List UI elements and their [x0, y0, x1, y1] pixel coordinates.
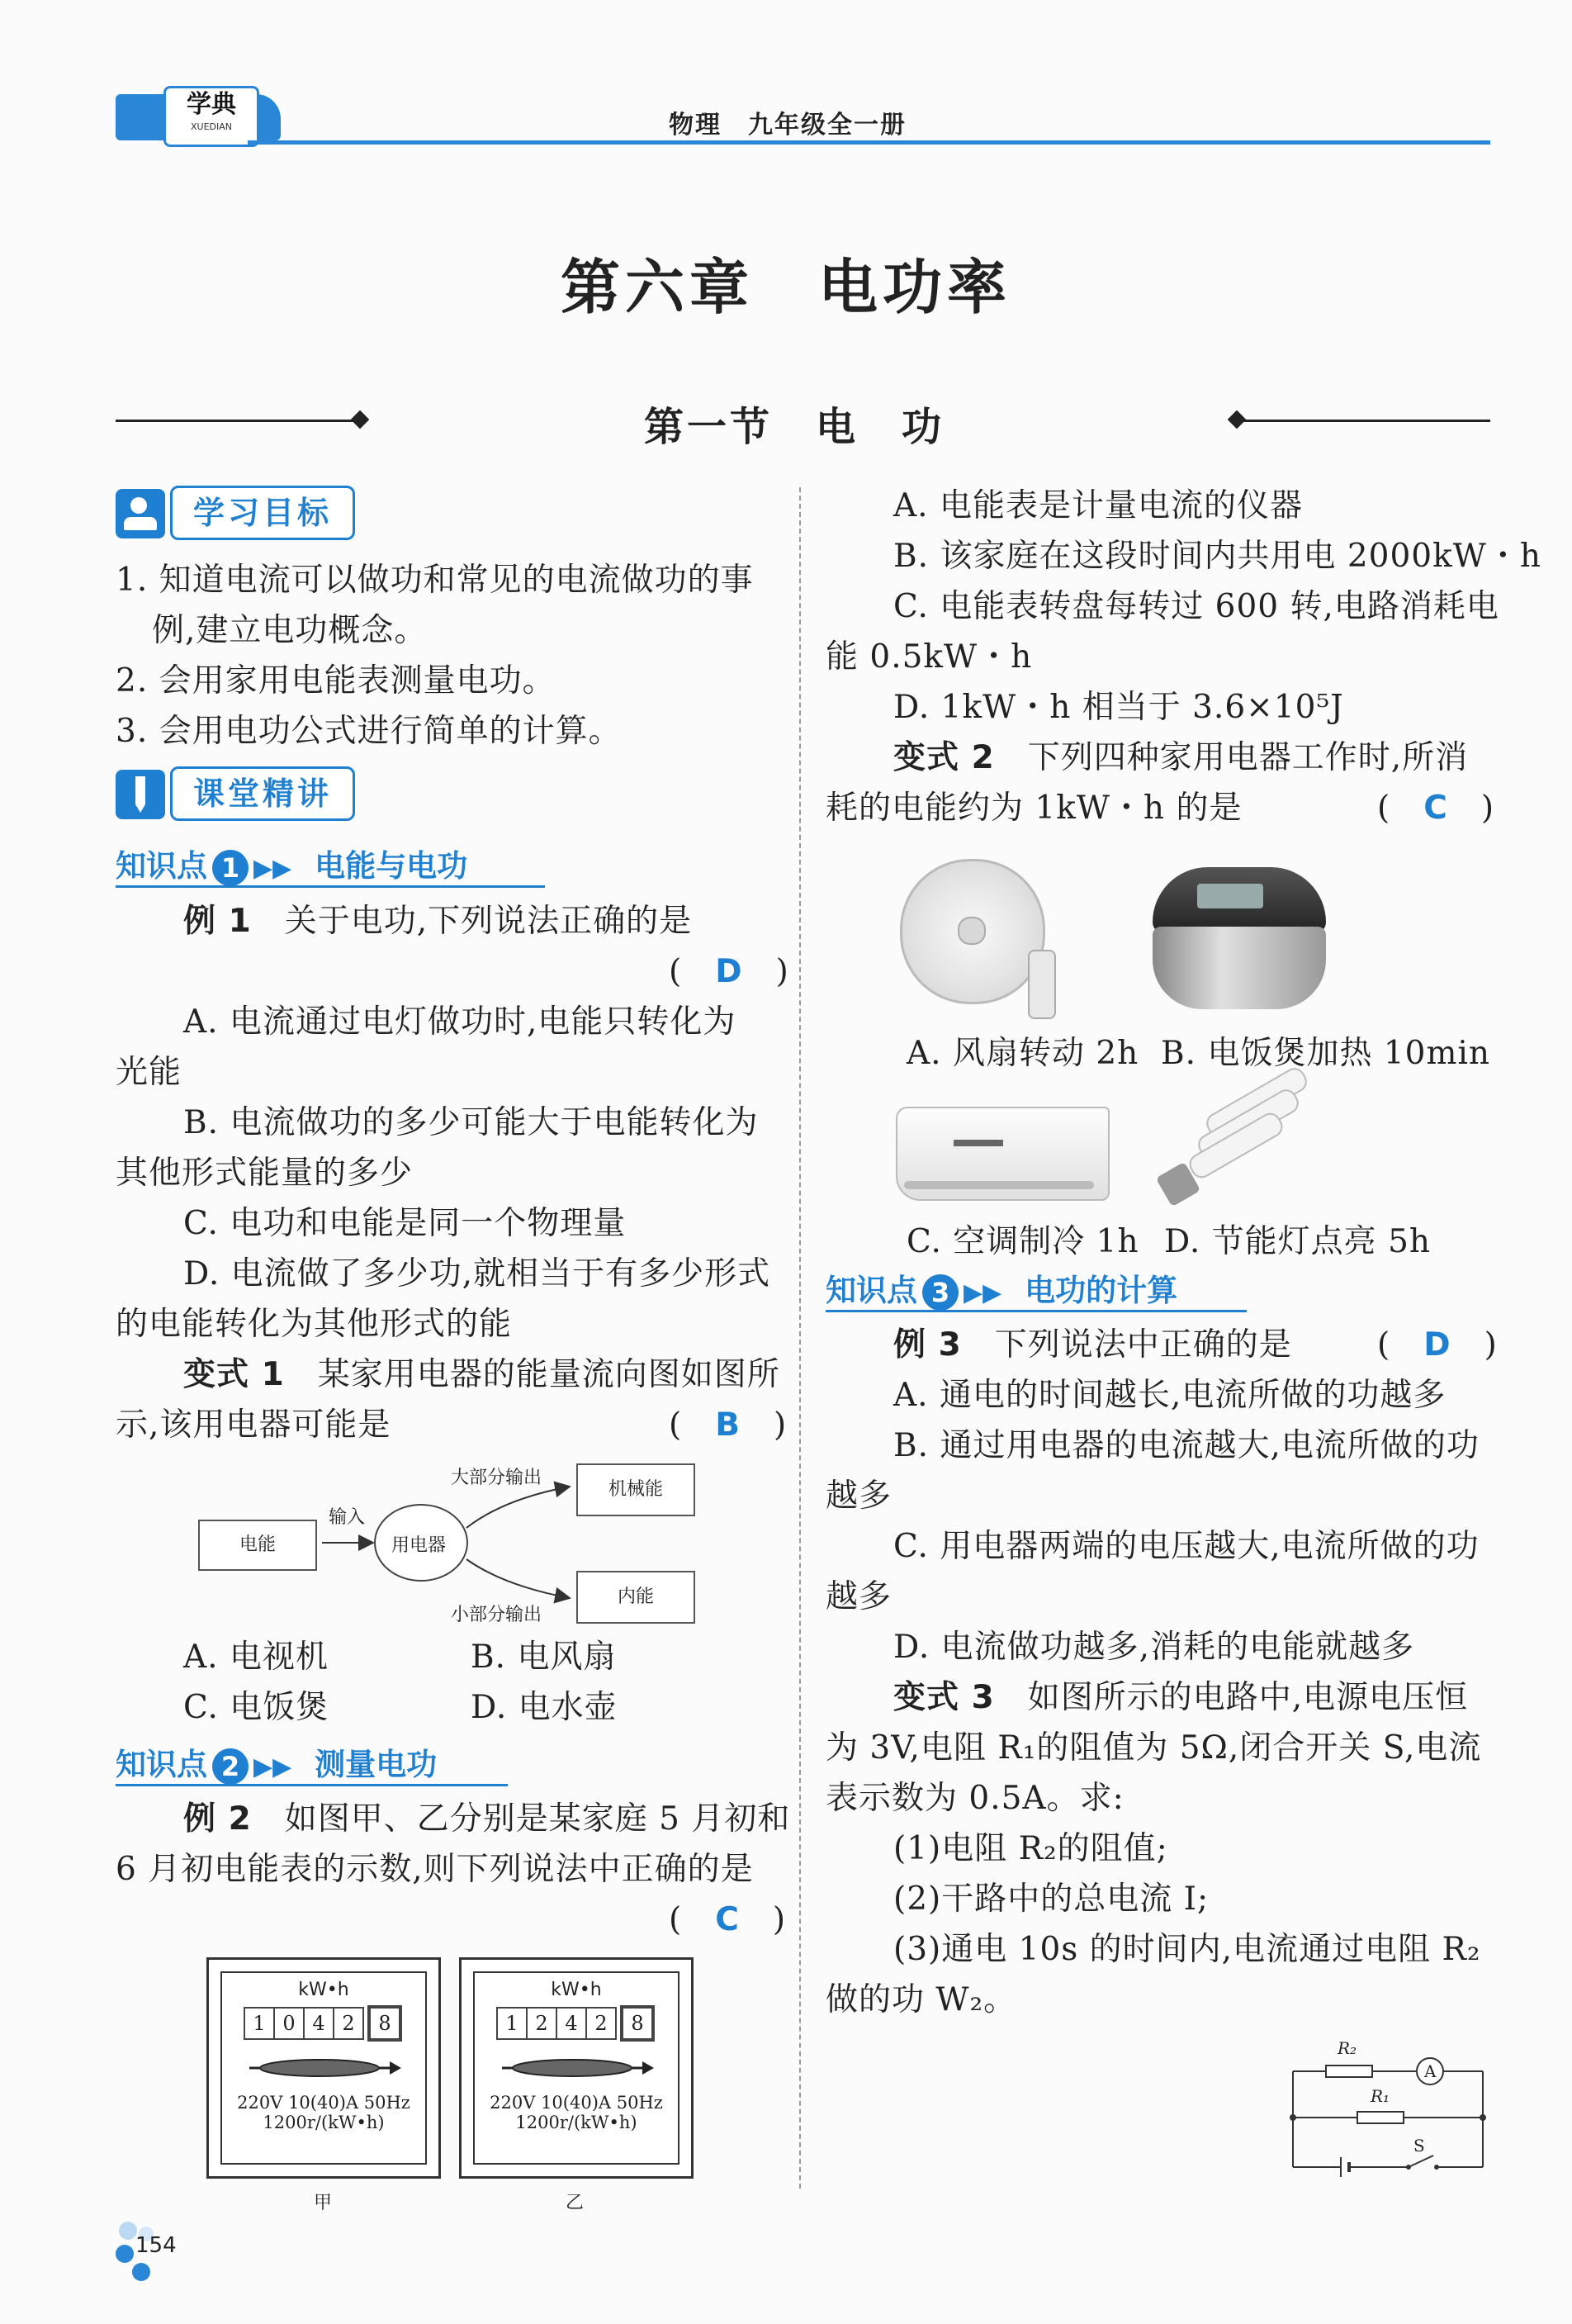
var3-q3-cont: 做的功 W₂。: [826, 1981, 1017, 2018]
var2-label: 变式 2: [893, 739, 995, 776]
digit: 4: [556, 2007, 587, 2040]
goal-1-cont: 例,建立电功概念。: [152, 612, 428, 649]
ex2-label: 例 2: [183, 1800, 252, 1838]
ex3-option-a: A. 通电的时间越长,电流所做的功越多: [893, 1377, 1447, 1414]
kp2-underline: [116, 1784, 508, 1786]
goal-2: 2. 会用家用电能表测量电功。: [116, 662, 556, 700]
ex3-stem-line: [893, 1320, 1292, 1370]
circuit-r1-label: R₁: [1371, 2086, 1390, 2106]
header-line: [248, 140, 1490, 145]
flow-device: 用电器: [391, 1535, 447, 1556]
digit: 1: [244, 2007, 275, 2040]
circuit-diagram: [1285, 2015, 1491, 2180]
double-arrow-icon: ▶▶: [253, 1752, 292, 1781]
flow-input-label: 输入: [329, 1507, 366, 1528]
flow-source: 电能: [198, 1520, 317, 1571]
kp3-prefix: 知识点: [826, 1273, 917, 1308]
energy-flow-diagram: [190, 1462, 718, 1643]
kp1-title: 电能与电功: [315, 848, 468, 884]
var2-option-a: A. 风扇转动 2h: [907, 1035, 1139, 1072]
goal-1: 1. 知道电流可以做功和常见的电流做功的事: [116, 562, 754, 599]
rice-cooker-image: [1148, 851, 1338, 1016]
header-book-title: 物理 九年级全一册: [669, 111, 907, 140]
var3-line-2: 为 3V,电阻 R₁的阻值为 5Ω,闭合开关 S,电流: [826, 1729, 1482, 1767]
var1-answer-bracket: ( B ): [669, 1406, 788, 1444]
meter-disc-icon: [477, 2051, 675, 2084]
ex1-stem-line: [183, 896, 692, 946]
ex1-option-a: A. 电流通过电灯做功时,电能只转化为: [183, 1003, 736, 1041]
ex2-stem2: 6 月初电能表的示数,则下列说法中正确的是: [116, 1851, 754, 1888]
kp3-heading: [826, 1265, 1177, 1311]
var1-option-a: A. 电视机: [183, 1639, 329, 1676]
kp1-underline: [116, 885, 545, 888]
ex1-stem: 关于电功,下列说法正确的是: [284, 903, 693, 940]
energy-saving-lamp-image: [1152, 1082, 1342, 1214]
var1-label: 变式 1: [183, 1356, 285, 1393]
kp3-underline: [826, 1310, 1247, 1312]
lecture-label: 课堂精讲: [170, 766, 355, 821]
goals-badge: [116, 486, 363, 542]
pencil-icon: [116, 770, 165, 819]
kp2-title: 测量电功: [315, 1747, 438, 1782]
ex1-option-b-cont: 其他形式能量的多少: [116, 1155, 414, 1192]
student-icon: [116, 489, 165, 538]
section-title: 第一节 电 功: [644, 404, 945, 450]
ex2-stem-line: [183, 1794, 790, 1844]
var3-line-3: 表示数为 0.5A。求:: [826, 1780, 1125, 1817]
ex1-option-d: D. 电流做了多少功,就相当于有多少形式: [183, 1255, 771, 1292]
var2-option-d: D. 节能灯点亮 5h: [1164, 1223, 1432, 1260]
digit: 2: [585, 2007, 617, 2040]
var2-stem1: 下列四种家用电器工作时,所消: [1027, 739, 1469, 776]
ex1-option-c: C. 电功和电能是同一个物理量: [183, 1205, 627, 1242]
digit: 0: [273, 2007, 305, 2040]
var2-stem-line: [893, 733, 1468, 783]
ex2-option-c-cont: 能 0.5kW・h: [826, 638, 1033, 676]
var1-option-d: D. 电水壶: [471, 1689, 618, 1726]
meter-yi: [459, 1957, 694, 2179]
chapter-title: 第六章 电功率: [560, 253, 1011, 322]
section-line-left: [116, 420, 363, 422]
ex3-stem: 下列说法中正确的是: [994, 1326, 1292, 1364]
ex3-option-d: D. 电流做功越多,消耗的电能就越多: [893, 1629, 1415, 1666]
goal-3: 3. 会用电功公式进行简单的计算。: [116, 713, 622, 750]
flow-out-internal: 内能: [576, 1571, 695, 1624]
ex3-answer: D: [1423, 1326, 1451, 1364]
kp3-title: 电功的计算: [1025, 1273, 1178, 1308]
ex3-option-c-cont: 越多: [826, 1578, 893, 1615]
digit: 2: [526, 2007, 557, 2040]
digit: 8: [367, 2005, 402, 2042]
air-conditioner-image: [896, 1090, 1110, 1214]
brand-text: 学典: [187, 90, 236, 119]
meter-yi-digits: [475, 2005, 678, 2042]
digit: 4: [303, 2007, 334, 2040]
ex1-option-d-cont: 的电能转化为其他形式的能: [116, 1306, 513, 1343]
ex2-answer: C: [715, 1901, 740, 1938]
digit: 2: [333, 2007, 364, 2040]
flow-out-mechanical: 机械能: [576, 1463, 695, 1516]
digit: 1: [496, 2007, 528, 2040]
double-arrow-icon: ▶▶: [964, 1278, 1002, 1307]
var1-stem1: 某家用电器的能量流向图如图所: [317, 1356, 780, 1393]
header-logo: [116, 83, 314, 145]
meter-jia-caption: 甲: [314, 2193, 333, 2213]
meter-yi-unit: kW•h: [551, 1980, 602, 2000]
ex2-option-c: C. 电能表转盘每转过 600 转,电路消耗电: [893, 588, 1499, 625]
kp1-heading: [116, 841, 467, 886]
double-arrow-icon: ▶▶: [253, 854, 292, 883]
kp2-num: 2: [212, 1748, 249, 1785]
meter-yi-spec1: 220V 10(40)A 50Hz: [490, 2093, 663, 2113]
meter-yi-spec2: 1200r/(kW•h): [515, 2113, 637, 2132]
ex1-label: 例 1: [183, 903, 252, 940]
kp1-prefix: 知识点: [116, 848, 207, 884]
lecture-badge: [116, 766, 363, 823]
goals-label: 学习目标: [170, 486, 355, 540]
fan-image: [892, 851, 1082, 1024]
meter-jia-unit: kW•h: [298, 1980, 349, 2000]
ex2-option-d: D. 1kW・h 相当于 3.6×10⁵J: [893, 689, 1344, 726]
meter-jia-spec2: 1200r/(kW•h): [263, 2113, 385, 2132]
circuit-ammeter-label: A: [1424, 2061, 1437, 2081]
ex3-answer-bracket: ( D ): [1377, 1326, 1498, 1364]
var2-answer-bracket: ( C ): [1377, 790, 1495, 827]
digit: 8: [620, 2005, 655, 2042]
page-number: 154: [135, 2233, 177, 2258]
var3-stem-line: [893, 1672, 1468, 1723]
var1-answer: B: [715, 1406, 741, 1444]
var1-option-b: B. 电风扇: [471, 1639, 617, 1676]
section-line-right: [1238, 420, 1490, 422]
kp2-heading: [116, 1739, 437, 1785]
meter-disc-icon: [225, 2051, 423, 2084]
ex3-option-c: C. 用电器两端的电压越大,电流所做的功: [893, 1528, 1480, 1565]
flow-major-label: 大部分输出: [451, 1468, 542, 1488]
var2-stem2: 耗的电能约为 1kW・h 的是: [826, 790, 1243, 827]
kp3-num: 3: [922, 1274, 959, 1311]
flow-minor-label: 小部分输出: [451, 1605, 542, 1625]
var2-option-b: B. 电饭煲加热 10min: [1161, 1035, 1491, 1072]
meter-jia: [206, 1957, 441, 2179]
var3-q3: (3)通电 10s 的时间内,电流通过电阻 R₂: [893, 1931, 1481, 1968]
ex1-answer-bracket: ( D ): [669, 953, 789, 990]
circuit-r2-label: R₂: [1338, 2038, 1357, 2058]
meter-yi-caption: 乙: [566, 2193, 585, 2213]
var2-answer: C: [1423, 790, 1448, 827]
diamond-left: [351, 410, 370, 429]
var1-stem2: 示,该用电器可能是: [116, 1406, 391, 1444]
ex3-option-b-cont: 越多: [826, 1477, 893, 1515]
circuit-switch-label: S: [1413, 2136, 1425, 2156]
var3-q1: (1)电阻 R₂的阻值;: [893, 1830, 1168, 1867]
ex2-stem1: 如图甲、乙分别是某家庭 5 月初和: [284, 1800, 791, 1838]
ex2-answer-bracket: ( C ): [669, 1901, 787, 1938]
ex3-option-b: B. 通过用电器的电流越大,电流所做的功: [893, 1427, 1480, 1464]
kp1-num: 1: [212, 850, 249, 886]
var3-label: 变式 3: [893, 1679, 995, 1716]
ex2-option-a: A. 电能表是计量电流的仪器: [893, 487, 1303, 524]
ex3-label: 例 3: [893, 1326, 962, 1364]
brand-en: XUEDIAN: [190, 121, 232, 132]
meter-jia-digits: [222, 2005, 425, 2042]
meter-jia-spec1: 220V 10(40)A 50Hz: [237, 2093, 410, 2113]
ex1-answer: D: [715, 953, 743, 990]
var2-option-c: C. 空调制冷 1h: [907, 1223, 1139, 1260]
ex1-option-b: B. 电流做功的多少可能大于电能转化为: [183, 1104, 759, 1141]
column-divider: [799, 487, 801, 2189]
var3-q2: (2)干路中的总电流 I;: [893, 1881, 1210, 1918]
ex1-option-a-cont: 光能: [116, 1054, 182, 1091]
var1-stem-line: [183, 1349, 780, 1400]
kp2-prefix: 知识点: [116, 1747, 207, 1782]
var1-option-c: C. 电饭煲: [183, 1689, 329, 1726]
ex2-option-b: B. 该家庭在这段时间内共用电 2000kW・h: [893, 538, 1541, 575]
var3-line-1: 如图所示的电路中,电源电压恒: [1027, 1679, 1469, 1716]
